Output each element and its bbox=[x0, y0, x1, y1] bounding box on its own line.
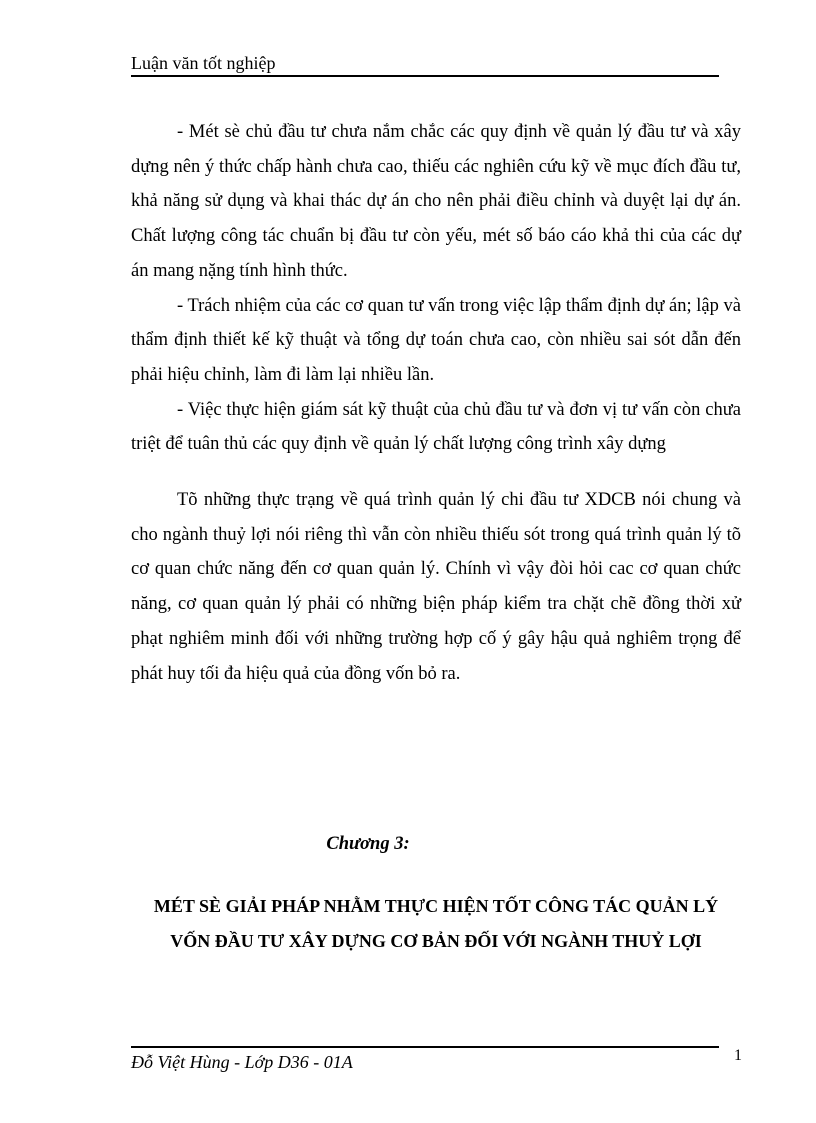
header-rule bbox=[131, 75, 719, 77]
body-section-top bbox=[131, 115, 741, 462]
body-paragraph: - Trách nhiệm của các cơ quan tư vấn trong việc lập thẩm định dự án; lập và thẩm định thiết kế kỹ thuật và tổng dự toán chưa cao, còn nhiều sai sót dẫn đến phải hiệu chỉnh, làm đi làm lại nhiều lần. bbox=[131, 295, 741, 385]
chapter-title bbox=[131, 889, 741, 959]
body-section-conclusion bbox=[131, 483, 741, 691]
body-paragraph: - Mét sè chủ đầu tư chưa nắm chắc các quy định về quản lý đầu tư và xây dựng nên ý thức chấp hành chưa cao, thiếu các nghiên cứu kỹ về mục đích đầu tư, khả năng sử dụng và khai thác dự án cho nên phải điều chỉnh và duyệt lại dự án. Chất lượng công tác chuẩn bị đầu tư còn yếu, mét số báo cáo khả thi của các dự án mang nặng tính hình thức. bbox=[131, 122, 741, 281]
page-number: 1 bbox=[734, 1047, 742, 1064]
chapter-title-line: MÉT SÈ GIẢI PHÁP NHẰM THỰC HIỆN TỐT CÔNG TÁC QUẢN LÝ bbox=[153, 896, 719, 916]
chapter-label: Chương 3: bbox=[326, 834, 410, 854]
chapter-title-line: VỐN ĐẦU TƯ XÂY DỰNG CƠ BẢN ĐỐI VỚI NGÀNH THUỶ LỢI bbox=[170, 931, 702, 951]
body-paragraph: - Việc thực hiện giám sát kỹ thuật của chủ đầu tư và đơn vị tư vấn còn chưa triệt để tuân thủ các quy định về quản lý chất lượng công trình xây dựng bbox=[131, 399, 741, 455]
running-footer-author: Đỗ Việt Hùng - Lớp D36 - 01A bbox=[131, 1052, 353, 1072]
body-paragraph: Tõ những thực trạng về quá trình quản lý chi đầu tư XDCB nói chung và cho ngành thuỷ lợi nói riêng thì vẫn còn nhiều thiếu sót trong quá trình quản lý tõ cơ quan chức năng đến cơ quan quản lý. Chính vì vậy đòi hỏi cac cơ quan chức năng, cơ quan quản lý phải có những biện pháp kiểm tra chặt chẽ đồng thời xử phạt nghiêm minh đối với những trường hợp cố ý gây hậu quả nghiêm trọng để phát huy tối đa hiệu quả của đồng vốn bỏ ra. bbox=[131, 490, 741, 684]
running-header: Luận văn tốt nghiệp bbox=[131, 53, 276, 73]
footer-rule bbox=[131, 1046, 719, 1048]
